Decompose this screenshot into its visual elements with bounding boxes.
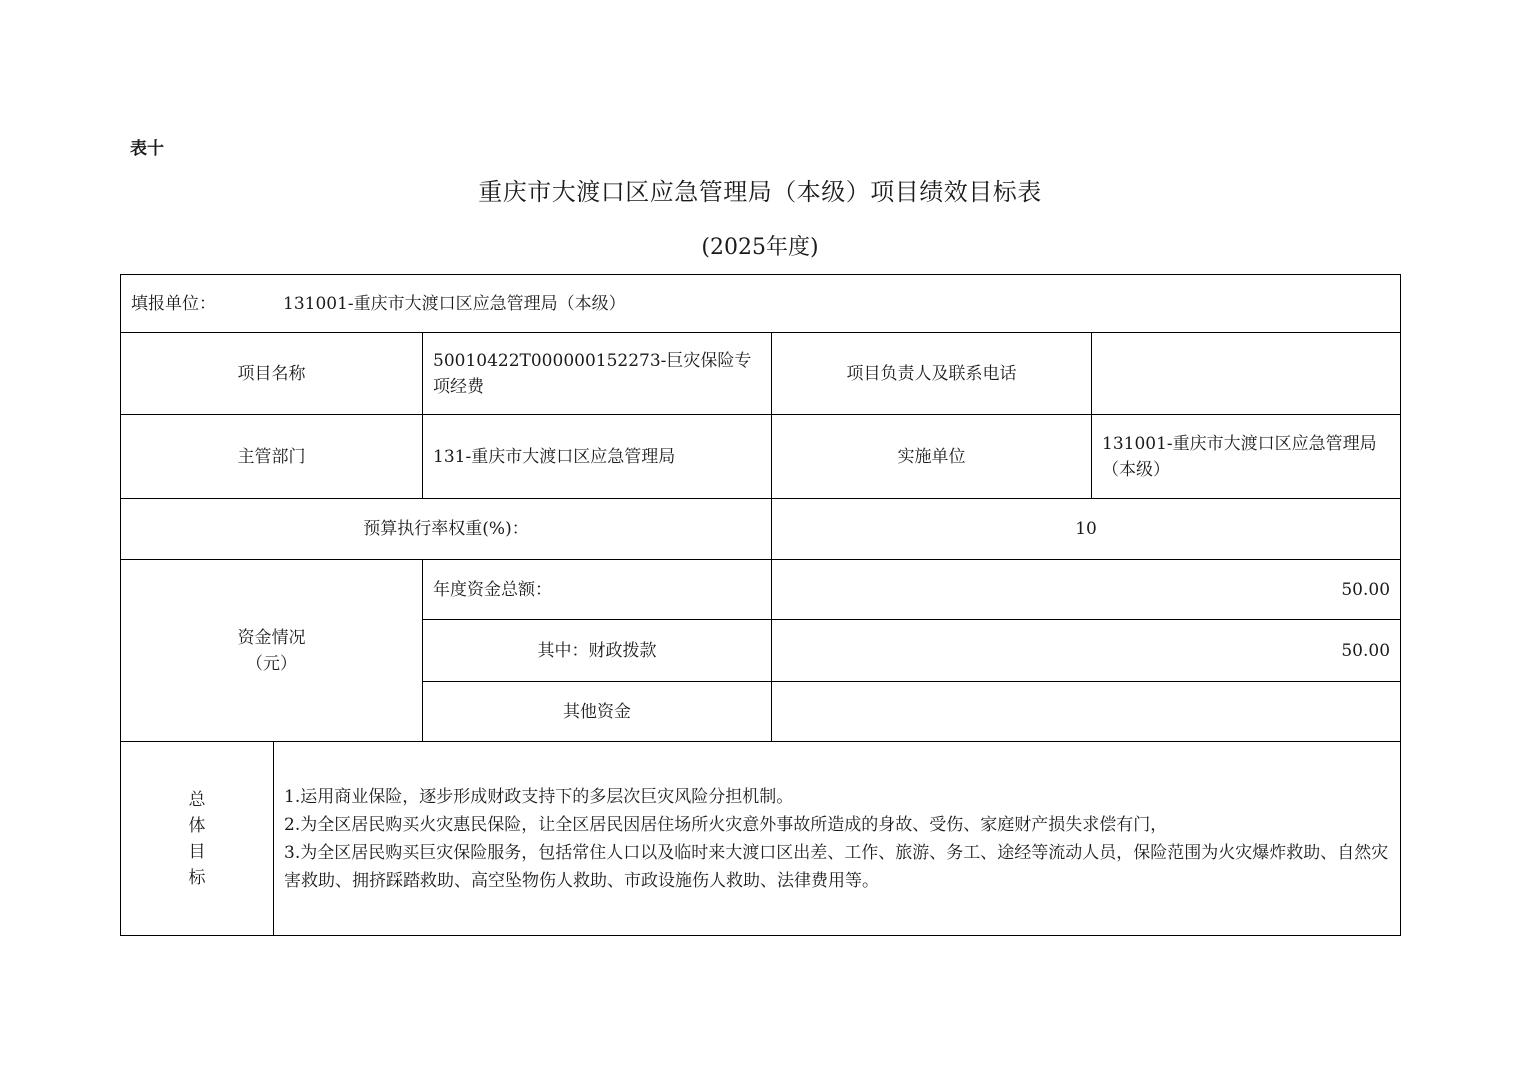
- document-subtitle: (2025年度): [701, 235, 819, 260]
- reporting-unit-value: 131001-重庆市大渡口区应急管理局（本级）: [283, 293, 626, 314]
- goal-item: 3.为全区居民购买巨灾保险服务，包括常住人口以及临时来大渡口区出差、工作、旅游、务工、途经等流动人员，保险范围为火灾爆炸救助、自然灾害救助、拥挤踩踏救助、高空坠物伤人救助、市政设施伤人救助、法律费用等。: [284, 842, 1389, 891]
- funds-other-label: 其他资金: [423, 682, 772, 742]
- overall-goals-label-char: 体: [188, 815, 206, 836]
- table-number-label: 表十: [130, 139, 164, 159]
- funds-fiscal-label: 其中：财政拨款: [423, 620, 772, 682]
- implementing-unit-label: 实施单位: [772, 415, 1092, 499]
- overall-goals-label: [121, 742, 274, 936]
- project-contact-value: [1092, 333, 1401, 415]
- funds-total-value: 50.00: [772, 560, 1401, 620]
- overall-goals-label-char: 目: [188, 841, 206, 862]
- funds-total-label: 年度资金总额：: [423, 560, 772, 620]
- department-label: 主管部门: [121, 415, 423, 499]
- overall-goals-label-char: 总: [188, 789, 206, 810]
- project-name-label: 项目名称: [121, 333, 423, 415]
- funds-total-row: [121, 560, 1401, 620]
- funds-label-line2: （元）: [246, 653, 297, 674]
- project-name-value: 50010422T000000152273-巨灾保险专项经费: [423, 333, 772, 415]
- project-row: [121, 333, 1401, 415]
- funds-other-value: [772, 682, 1401, 742]
- overall-goals-content: [274, 742, 1401, 936]
- reporting-unit-label: 填报单位：: [131, 293, 216, 314]
- overall-goals-row: [121, 742, 1401, 936]
- goal-item: 1.运用商业保险，逐步形成财政支持下的多层次巨灾风险分担机制。: [284, 786, 794, 807]
- budget-weight-row: [121, 499, 1401, 560]
- reporting-unit-cell: [121, 275, 1401, 333]
- document-title: 重庆市大渡口区应急管理局（本级）项目绩效目标表: [478, 178, 1042, 206]
- implementing-unit-value: 131001-重庆市大渡口区应急管理局（本级）: [1092, 415, 1401, 499]
- budget-weight-label: 预算执行率权重(%)：: [121, 499, 772, 560]
- performance-target-table: [120, 274, 1401, 936]
- department-row: [121, 415, 1401, 499]
- overall-goals-label-char: 标: [188, 867, 206, 888]
- funds-label-line1: 资金情况: [237, 627, 306, 648]
- goal-item: 2.为全区居民购买火灾惠民保险，让全区居民因居住场所火灾意外事故所造成的身故、受伤、家庭财产损失求偿有门，: [284, 814, 1168, 835]
- funds-label: [121, 560, 423, 742]
- reporting-unit-row: [121, 275, 1401, 333]
- budget-weight-value: 10: [772, 499, 1401, 560]
- department-value: 131-重庆市大渡口区应急管理局: [423, 415, 772, 499]
- project-contact-label: 项目负责人及联系电话: [772, 333, 1092, 415]
- funds-fiscal-value: 50.00: [772, 620, 1401, 682]
